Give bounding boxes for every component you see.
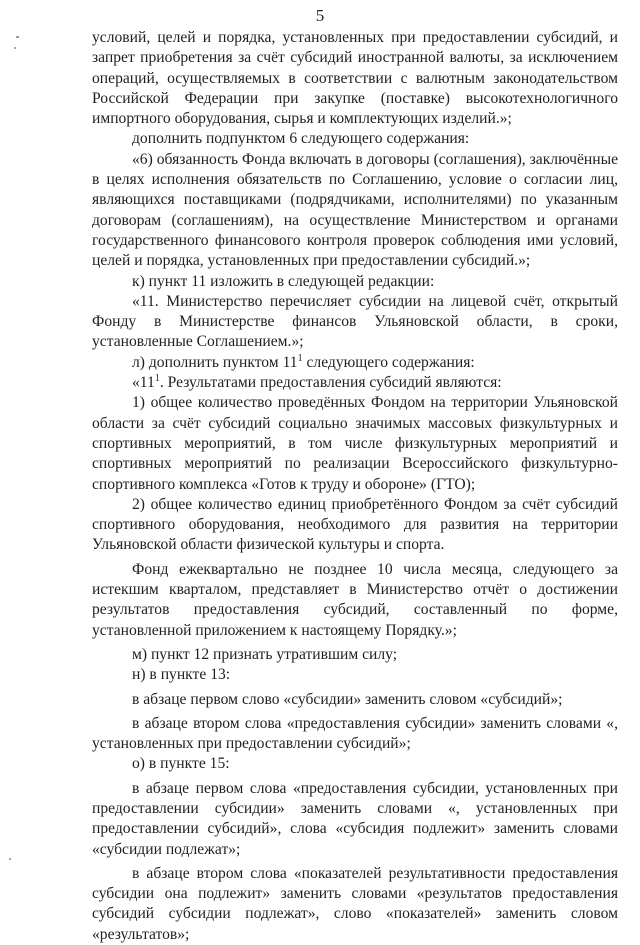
paragraph-item-k: к) пункт 11 изложить в следующей редакции: [132,272,435,290]
paragraph-point-11-1 [92,373,618,393]
paragraph-continuation: условий, целей и порядка, установленных при предоставлении субсидий, и запрет приобретения за счёт субсидий иностранной валюты, за исключением операций, осуществляемых в соответствии с валютным законодательством Российской Федерации при закупке (поставке) высокотехнологичного импортного оборудования, сырья и комплектующих изделий.»; [92,29,618,128]
paragraph-quarterly-report: Фонд ежеквартально не позднее 10 числа месяца, следующего за истекшим кварталом, представляет в Министерство отчёт о достижении результатов предоставления субсидий, составленный по форме, установленной приложением к настоящему Порядку.»; [92,560,618,639]
paragraph-item-o: о) в пункте 15: [132,755,230,773]
paragraph-o-abzac-1: в абзаце первом слова «предоставления субсидии, установленных при предоставлении субсидии» заменить словами «, установленных при предоставлении субсидий», слова «субсидия подлежит» заменить словами «субсидии подлежат»; [92,779,618,858]
paragraph-result-2: 2) общее количество единиц приобретённого Фондом за счёт субсидий спортивного оборудования, необходимого для развития на территории Ульяновской области физической культуры и спорта. [92,495,618,554]
superscript: 1 [154,373,160,385]
paragraph-item-m: м) пункт 12 признать утратившим силу; [132,645,398,663]
paragraph-n-abzac-1: в абзаце первом слово «субсидии» заменить словом «субсидий»; [132,690,563,708]
paragraph-subitem-6: «6) обязанность Фонда включать в договоры (соглашения), заключённые в целях исполнения обязательств по Соглашению, условие о согласии лиц, являющихся поставщиками (подрядчиками, исполнителями) по указанным договорам (соглашениям), на осуществление Министерством и органами государственного финансового контроля проверок соблюдения ими условий, целей и порядка, установленных при предоставлении субсидий.»; [92,150,618,270]
paragraph-item-l [92,353,618,373]
paragraph-item-l-tail: следующего содержания: [302,353,475,371]
scan-speck [16,36,19,38]
paragraph-point-11: «11. Министерство перечисляет субсидии на лицевой счёт, открытый Фонду в Министерстве финансов Ульяновской области, в сроки, установленные Соглашением.»; [92,292,618,351]
paragraph-result-1: 1) общее количество проведённых Фондом на территории Ульяновской области за счёт субсидий социально значимых массовых физкультурных и спортивных мероприятий, в том числе физкультурных мероприятий и спортивных мероприятий по реализации Всероссийского физкультурно-спортивного комплекса «Готов к труду и обороне» (ГТО); [92,394,618,493]
page-number: 5 [315,6,325,25]
scan-speck [14,47,16,49]
superscript: 1 [297,352,303,364]
paragraph-item-l-text: л) дополнить пунктом 11 [132,353,298,371]
paragraph-point-11-1-tail: . Результатами предоставления субсидий являются: [159,374,502,392]
paragraph-point-11-1-text: «11 [132,374,155,392]
paragraph-n-abzac-2: в абзаце втором слова «предоставления субсидии» заменить словами «, установленных при предоставлении субсидий»; [92,714,618,753]
scan-speck [9,858,11,860]
document-body [92,28,618,945]
paragraph-o-abzac-2: в абзаце втором слова «показателей результативности предоставления субсидии она подлежит» заменить словами «результатов предоставления субсидий субсидии подлежат», слово «показателей» заменить словом «результатов»; [92,864,618,943]
paragraph-add-subitem-6: дополнить подпунктом 6 следующего содержания: [132,130,470,148]
paragraph-item-n: н) в пункте 13: [132,666,231,684]
